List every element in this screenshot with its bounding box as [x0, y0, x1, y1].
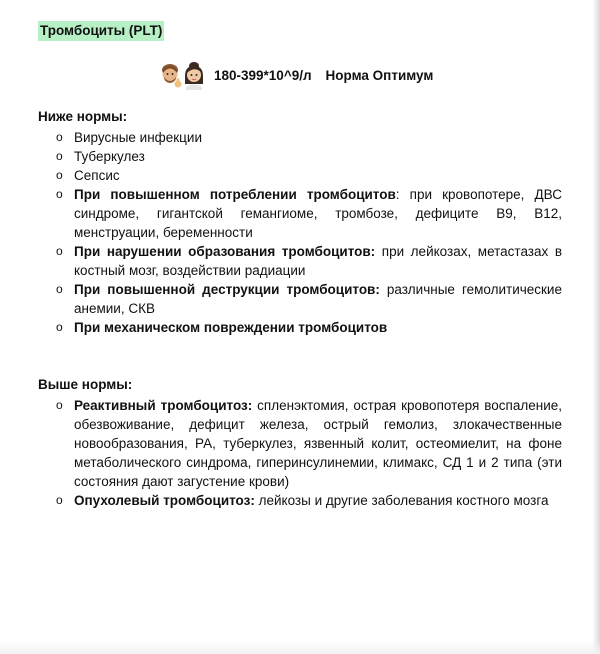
below-norm-heading: Ниже нормы:	[38, 109, 128, 124]
item-bold: При механическом повреждении тромбоцитов	[74, 320, 388, 335]
item-bold: Опухолевый тромбоцитоз:	[74, 493, 255, 508]
norm-range: 180-399*10^9/л	[214, 67, 312, 83]
page-bottom-fade	[0, 640, 600, 654]
item-bold: При повышенном потреблении тромбоцитов	[74, 187, 396, 202]
above-norm-heading: Выше нормы:	[38, 377, 133, 392]
list-item	[56, 166, 562, 185]
page-title: Тромбоциты (PLT)	[38, 21, 164, 41]
list-item	[56, 147, 562, 166]
item-text: при лейкозах, метастазах в костный мозг, воздействии радиации	[74, 244, 562, 278]
man-avatar-icon	[158, 60, 182, 90]
list-item	[56, 242, 562, 280]
list-item	[56, 318, 562, 337]
below-norm-list	[56, 128, 562, 337]
item-text: Туберкулез	[74, 149, 145, 164]
item-text: лейкозы и другие заболевания костного мозга	[254, 493, 549, 508]
list-item	[56, 128, 562, 147]
item-text: Вирусные инфекции	[74, 130, 202, 145]
list-item	[56, 280, 562, 318]
woman-avatar-icon	[182, 60, 206, 90]
norm-label: Норма Оптимум	[325, 67, 434, 83]
item-text: Сепсис	[74, 168, 120, 183]
item-bold: При повышенной деструкции тромбоцитов:	[74, 282, 380, 297]
page-edge-shadow	[592, 0, 600, 654]
above-norm-list	[56, 396, 562, 510]
item-bold: Реактивный тромбоцитоз:	[74, 398, 253, 413]
norm-line	[158, 57, 433, 93]
list-item	[56, 185, 562, 242]
avatar-group	[158, 60, 206, 90]
item-bold: При нарушении образования тромбоцитов:	[74, 244, 376, 259]
item-text: : при кровопотере, ДВС синдроме, гигантской гемангиоме, тромбозе, дефиците В9, В12, менструации, беременности	[74, 187, 562, 240]
list-item	[56, 491, 562, 510]
item-text: спленэктомия, острая кровопотеря воспаление, обезвоживание, дефицит железа, острый гемолиз, злокачественные новообразования, РА, туберкулез, язвенный колит, остеомиелит, на фоне метаболического синдрома, гиперинсулинемии, климакс, СД 1 и 2 типа (эти состояния дают загустение крови)	[74, 398, 562, 489]
list-item	[56, 396, 562, 491]
item-text: различные гемолитические анемии, СКВ	[74, 282, 562, 316]
